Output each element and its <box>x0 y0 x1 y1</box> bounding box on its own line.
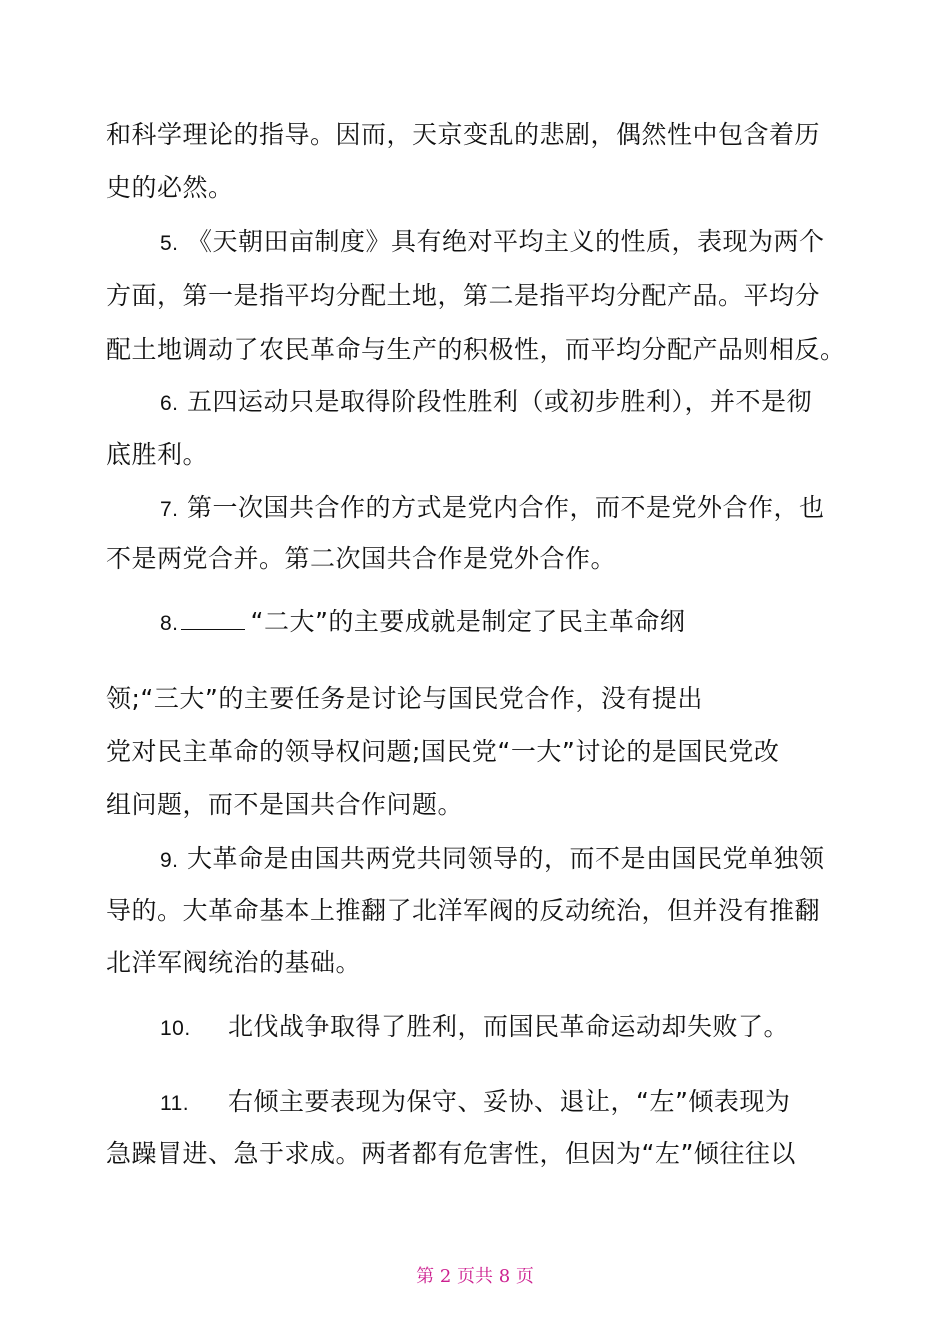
paragraph-line: 不是两党合并。第二次国共合作是党外合作。 <box>106 544 617 573</box>
paragraph-line: 急躁冒进、急于求成。两者都有危害性，但因为“左”倾往往以 <box>106 1139 796 1168</box>
item-number: 10. <box>160 1017 191 1040</box>
paragraph-text: 第一次国共合作的方式是党内合作，而不是党外合作，也 <box>186 493 825 522</box>
item-number: 11. <box>160 1092 190 1115</box>
list-item-8 <box>160 605 685 641</box>
paragraph-line: 组问题，而不是国共合作问题。 <box>106 790 464 819</box>
list-item-10 <box>160 1010 789 1046</box>
item-number: 7. <box>160 498 179 521</box>
item-number: 5. <box>160 232 179 255</box>
paragraph-line: 领;“三大”的主要任务是讨论与国民党合作，没有提出 <box>106 684 703 713</box>
item-number: 8. <box>160 612 179 635</box>
paragraph-line: 史的必然。 <box>106 173 234 202</box>
list-item-7 <box>160 491 824 527</box>
paragraph-line: 底胜利。 <box>106 440 209 469</box>
paragraph-line: 党对民主革命的领导权问题;国民党“一大”讨论的是国民党改 <box>106 737 780 766</box>
list-item-9 <box>160 842 824 878</box>
item-number: 6. <box>160 392 179 415</box>
paragraph-text: “二大”的主要成就是制定了民主革命纲 <box>250 607 686 636</box>
list-item-11 <box>160 1085 790 1121</box>
paragraph-line: 北洋军阀统治的基础。 <box>106 948 362 977</box>
page-number-footer: 第 2 页共 8 页 <box>416 1266 534 1287</box>
paragraph-line: 和科学理论的指导。因而，天京变乱的悲剧，偶然性中包含着历 <box>106 120 821 149</box>
paragraph-text: 《天朝田亩制度》具有绝对平均主义的性质，表现为两个 <box>186 227 825 256</box>
item-number: 9. <box>160 849 179 872</box>
paragraph-text: 右倾主要表现为保守、妥协、退让，“左”倾表现为 <box>228 1087 791 1116</box>
paragraph-text: 五四运动只是取得阶段性胜利（或初步胜利），并不是彻 <box>186 387 812 416</box>
paragraph-text: 大革命是由国共两党共同领导的，而不是由国民党单独领 <box>186 844 825 873</box>
paragraph-line: 导的。大革命基本上推翻了北洋军阀的反动统治，但并没有推翻 <box>106 896 821 925</box>
list-item-5 <box>160 225 824 261</box>
paragraph-line: 方面，第一是指平均分配土地，第二是指平均分配产品。平均分 <box>106 281 821 310</box>
paragraph-line: 配土地调动了农民革命与生产的积极性，而平均分配产品则相反。 <box>106 335 846 364</box>
list-item-6 <box>160 385 812 421</box>
paragraph-text: 北伐战争取得了胜利，而国民革命运动却失败了。 <box>228 1012 790 1041</box>
fill-in-blank <box>181 607 245 630</box>
